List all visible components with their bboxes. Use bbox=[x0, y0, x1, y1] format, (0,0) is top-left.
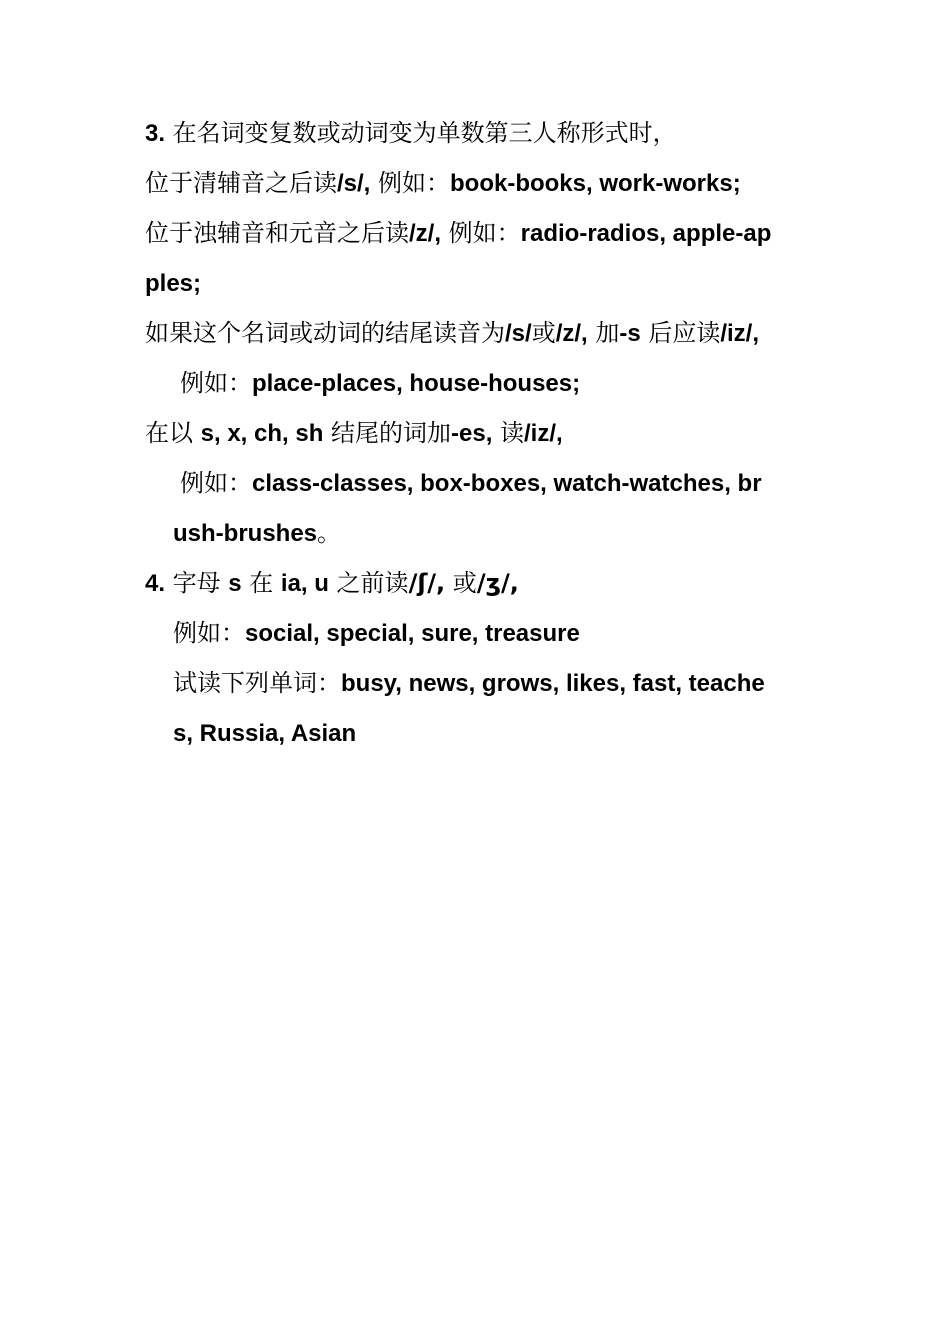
practice-word-list: busy, news, grows, likes, fast, teache bbox=[341, 670, 765, 697]
rule-3-voiced bbox=[145, 208, 771, 258]
suffix: -es, bbox=[451, 420, 493, 447]
rule-text: 如果这个名词或动词的结尾读音为 bbox=[145, 319, 505, 347]
rule-text: 在名词变复数或动词变为单数第三人称形式时， bbox=[165, 119, 677, 147]
rule-3-sibilant bbox=[145, 308, 759, 358]
example-label: 例如： bbox=[180, 469, 252, 497]
practice-words bbox=[173, 658, 765, 708]
rule-text: 之前读 bbox=[328, 569, 409, 597]
rule-number: 3. bbox=[145, 120, 166, 147]
rule-text: 位于清辅音之后读 bbox=[145, 169, 337, 197]
rule-3-es bbox=[145, 408, 563, 458]
rule-text: 在以 bbox=[145, 419, 201, 447]
punctuation: 。 bbox=[317, 519, 342, 547]
example-label: 例如： bbox=[370, 169, 450, 197]
phonetic-symbol: /iz/, bbox=[720, 320, 759, 347]
rule-text: 加 bbox=[587, 319, 620, 347]
example-label: 例如： bbox=[441, 219, 521, 247]
rule-number: 4. bbox=[145, 570, 166, 597]
rule-3-heading bbox=[145, 108, 677, 158]
suffix: -s bbox=[619, 320, 641, 347]
example-words: book-books, work-works; bbox=[450, 170, 741, 197]
rule-text: 或 bbox=[531, 319, 556, 347]
example-label: 例如： bbox=[180, 369, 252, 397]
rule-text: 或 bbox=[445, 569, 477, 597]
phonetic-symbol: /s/, bbox=[337, 170, 371, 197]
example-words: place-places, house-houses; bbox=[252, 370, 581, 397]
letter-list: s, x, ch, sh bbox=[200, 420, 324, 447]
rule-3-sibilant-example bbox=[180, 358, 580, 408]
example-label: 例如： bbox=[173, 619, 245, 647]
example-words: social, special, sure, treasure bbox=[245, 620, 580, 647]
phonetic-symbol: /iz/, bbox=[524, 420, 563, 447]
rule-4-heading bbox=[145, 558, 519, 608]
rule-text: 在 bbox=[241, 569, 281, 597]
rule-text: 读 bbox=[492, 419, 524, 447]
phonetic-symbol: /s/ bbox=[505, 320, 532, 347]
rule-text: 结尾的词加 bbox=[323, 419, 451, 447]
example-words: class-classes, box-boxes, watch-watches, br bbox=[252, 470, 762, 497]
phonetic-symbol: /ʃ/, bbox=[408, 569, 446, 597]
example-words: radio-radios, apple-ap bbox=[520, 220, 772, 247]
rule-text: 后应读 bbox=[640, 319, 721, 347]
rule-text: 字母 bbox=[165, 569, 229, 597]
example-words: ples; bbox=[145, 270, 202, 297]
practice-words-cont bbox=[173, 708, 356, 758]
rule-3-es-example bbox=[180, 458, 762, 508]
rule-3-voiced-cont bbox=[145, 258, 201, 308]
letter-list: ia, u bbox=[280, 570, 329, 597]
example-words: ush-brushes bbox=[173, 520, 318, 547]
phonetic-symbol: /z/, bbox=[409, 220, 442, 247]
practice-label: 试读下列单词： bbox=[173, 669, 341, 697]
rule-text: 位于浊辅音和元音之后读 bbox=[145, 219, 409, 247]
phonetic-symbol: /ʒ/, bbox=[476, 569, 519, 597]
rule-3-es-example-cont bbox=[173, 508, 341, 558]
phonetic-symbol: /z/, bbox=[555, 320, 588, 347]
rule-4-example bbox=[173, 608, 580, 658]
rule-3-voiceless bbox=[145, 158, 741, 208]
letter: s bbox=[228, 570, 242, 597]
practice-word-list: s, Russia, Asian bbox=[173, 720, 357, 747]
